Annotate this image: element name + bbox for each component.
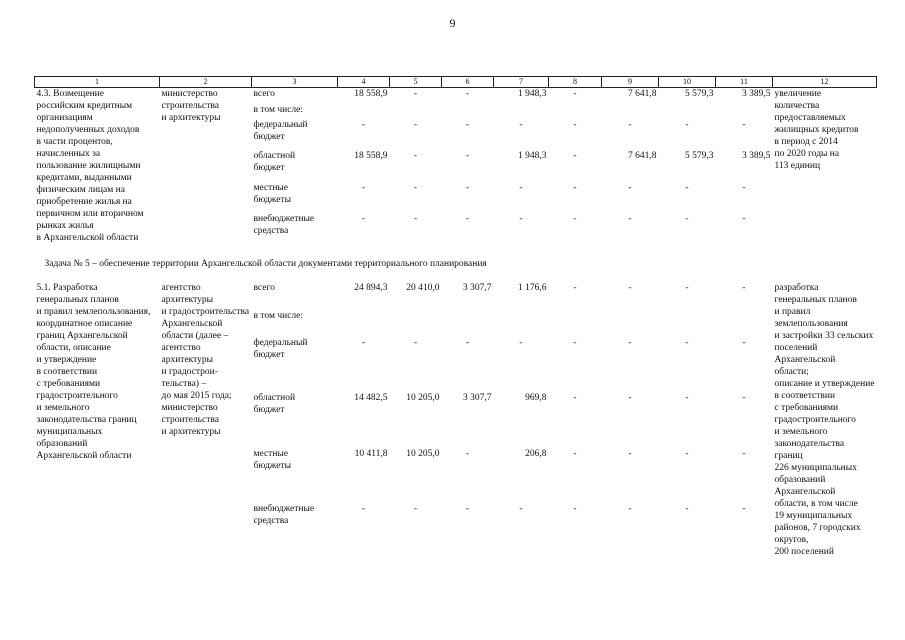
value-cell: 7 641,8	[628, 89, 657, 99]
column-number: 6	[442, 77, 494, 88]
value-cell: -	[361, 338, 366, 349]
funding-source: в том числе:	[253, 104, 304, 115]
value-cell: -	[573, 393, 577, 404]
column-number: 12	[773, 77, 877, 88]
value-cell: -	[573, 503, 577, 514]
funding-source: в том числе:	[253, 310, 304, 321]
value-cell: -	[742, 393, 746, 404]
value-cell: -	[361, 120, 366, 131]
value-cell: 3 307,7	[463, 283, 492, 293]
value-cell: 10 205,0	[406, 448, 440, 459]
value-cell: -	[742, 503, 746, 514]
value-cell: -	[413, 151, 418, 162]
value-cell: -	[413, 182, 418, 193]
expected-result: увеличение количества предоставляемых жилищных кредитов в период с 2014 по 2020 годы на 113 единиц	[774, 89, 859, 171]
program-table	[34, 76, 877, 558]
value-cell: -	[628, 448, 632, 459]
funding-source: внебюджетные средства	[253, 213, 315, 236]
value-cell: 10 205,0	[406, 393, 440, 404]
value-cell: -	[742, 213, 746, 224]
column-number: 10	[659, 77, 716, 88]
value-cell: -	[413, 338, 418, 349]
value-cell: -	[628, 120, 632, 131]
funding-source: местные бюджеты	[253, 448, 291, 471]
value-cell: -	[519, 182, 523, 193]
value-cell: -	[573, 182, 577, 193]
value-cell: -	[465, 213, 470, 224]
column-numbers-row	[35, 77, 877, 88]
value-cell: 1 176,6	[518, 283, 547, 293]
value-cell: -	[742, 338, 746, 349]
value-cell: -	[573, 448, 577, 459]
value-cell: 1 948,3	[518, 151, 547, 162]
value-cell: -	[628, 213, 632, 224]
value-cell: 18 558,9	[354, 89, 388, 99]
value-cell: -	[465, 182, 470, 193]
column-number: 8	[549, 77, 602, 88]
value-cell: -	[742, 448, 746, 459]
funding-source: местные бюджеты	[253, 182, 291, 205]
value-cell: -	[413, 89, 418, 99]
value-cell: -	[465, 151, 470, 162]
value-cell: 206,8	[525, 448, 547, 459]
value-cell: -	[685, 120, 689, 131]
value-cell: -	[465, 120, 470, 131]
funding-source: областной бюджет	[253, 393, 296, 416]
task-heading: Задача № 5 – обеспечение территории Архангельской области документами территориального планирования	[44, 259, 487, 269]
value-cell: 5 579,3	[685, 89, 714, 99]
column-number: 9	[602, 77, 659, 88]
funding-source: областной бюджет	[253, 151, 296, 174]
value-cell: -	[742, 182, 746, 193]
value-cell: -	[628, 393, 632, 404]
measure-name: 5.1. Разработка генеральных планов и правил землепользования, координатное описание границ Архангельской области, описание и утверждение в соответствии с требованиями градостроительного и земельного законодательства границ муниципальных образований Архангельской области	[36, 283, 151, 461]
value-cell: -	[685, 338, 689, 349]
value-cell: -	[628, 503, 632, 514]
value-cell: -	[519, 503, 523, 514]
value-cell: -	[742, 120, 746, 131]
value-cell: 3 307,7	[463, 393, 492, 404]
value-cell: 18 558,9	[354, 151, 388, 162]
funding-source: всего	[253, 89, 275, 99]
value-cell: -	[413, 503, 418, 514]
value-cell: -	[465, 338, 470, 349]
value-cell: -	[685, 503, 689, 514]
value-cell: -	[573, 338, 577, 349]
value-cell: -	[465, 448, 470, 459]
value-cell: -	[742, 283, 746, 293]
value-cell: -	[685, 182, 689, 193]
value-cell: -	[573, 213, 577, 224]
value-cell: 24 894,3	[354, 283, 388, 293]
column-number: 3	[252, 77, 338, 88]
executor-cell: агентство архитектуры и градостроительства Архангельской области (далее – агентство архитектуры и градострои- тельства) – до мая 2015 года; министерство строительства и архитектуры	[161, 283, 250, 437]
value-cell: 969,8	[525, 393, 547, 404]
value-cell: -	[361, 503, 366, 514]
value-cell: 7 641,8	[628, 151, 657, 162]
value-cell: -	[628, 338, 632, 349]
value-cell: 20 410,0	[406, 283, 440, 293]
value-cell: -	[573, 283, 577, 293]
value-cell: 1 948,3	[518, 89, 547, 99]
value-cell: -	[519, 213, 523, 224]
column-number: 1	[35, 77, 160, 88]
funding-source: всего	[253, 283, 275, 293]
value-cell: -	[413, 213, 418, 224]
funding-source: внебюджетные средства	[253, 503, 315, 526]
table-row	[35, 282, 877, 310]
value-cell: -	[685, 393, 689, 404]
measure-name: 4.3. Возмещение российским кредитным организациям недополученных доходов в части процентов, начисленных за пользование жилищными кредитами, выданными физическим лицам на приобретение жилья на первичном или вторичном рынках жилья в Архангельской области	[36, 89, 144, 243]
value-cell: -	[685, 448, 689, 459]
value-cell: -	[573, 151, 577, 162]
value-cell: -	[573, 120, 577, 131]
value-cell: -	[519, 338, 523, 349]
value-cell: 5 579,3	[685, 151, 714, 162]
value-cell: -	[465, 503, 470, 514]
value-cell: -	[519, 120, 523, 131]
value-cell: -	[685, 213, 689, 224]
value-cell: -	[465, 89, 470, 99]
value-cell: 3 389,5	[742, 89, 771, 99]
value-cell: -	[628, 283, 632, 293]
value-cell: 3 389,5	[742, 151, 771, 162]
page-number: 9	[449, 16, 456, 30]
value-cell: -	[685, 283, 689, 293]
funding-source: федеральный бюджет	[253, 338, 308, 361]
value-cell: -	[573, 89, 577, 99]
value-cell: 14 482,5	[354, 393, 388, 404]
column-number: 7	[494, 77, 549, 88]
value-cell: -	[413, 120, 418, 131]
task-heading-row	[35, 244, 877, 282]
column-number: 5	[390, 77, 442, 88]
value-cell: -	[628, 182, 632, 193]
column-number: 2	[160, 77, 252, 88]
value-cell: 10 411,8	[354, 448, 388, 459]
executor-cell: министерство строительства и архитектуры	[161, 89, 221, 123]
value-cell: -	[361, 213, 366, 224]
expected-result: разработка генеральных планов и правил землепользования и застройки 33 сельских поселений Архангельской области; описание и утверждение в соответствии с требованиями градостроительного и земельного законодательства границ 226 муниципальных образований Архангельской области, в том числе 19 муниципальных районов, 7 городских округов, 200 поселений	[774, 283, 875, 557]
column-number: 11	[716, 77, 773, 88]
table-row	[35, 88, 877, 104]
value-cell: -	[361, 182, 366, 193]
column-number: 4	[338, 77, 390, 88]
funding-source: федеральный бюджет	[253, 120, 308, 143]
